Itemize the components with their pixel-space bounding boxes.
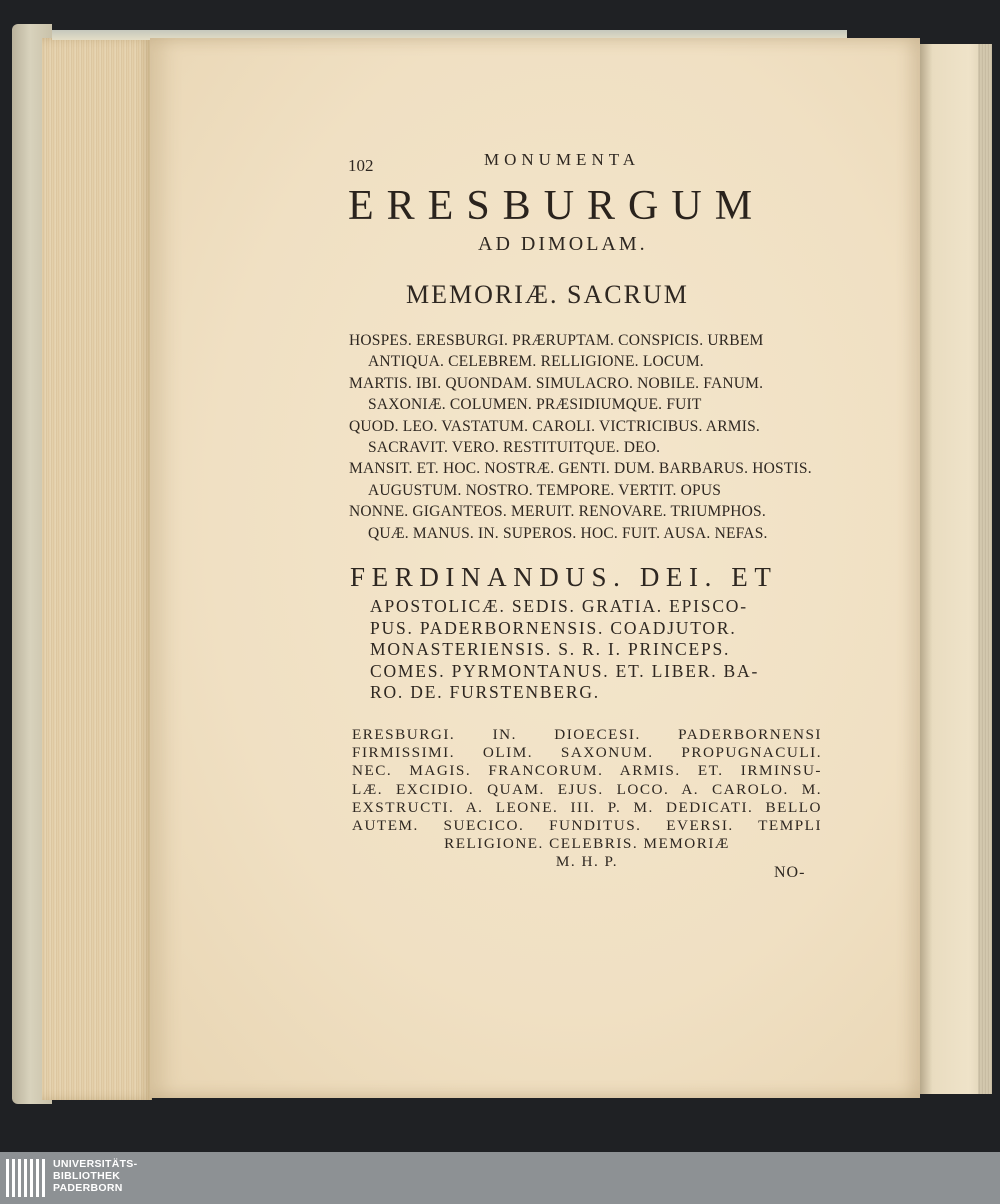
poem-line: ANTIQUA. CELEBREM. RELLIGIONE. LOCUM. [368, 353, 704, 371]
page-title: ERESBURGUM [348, 183, 766, 229]
poem-line: HOSPES. ERESBURGI. PRÆRUPTAM. CONSPICIS. URBEM [349, 332, 764, 349]
library-name-line: BIBLIOTHEK [53, 1170, 121, 1182]
dedication-line: FIRMISSIMI. OLIM. SAXONUM. PROPUGNACULI. [352, 744, 822, 762]
poem-line: SACRAVIT. VERO. RESTITUITQUE. DEO. [368, 439, 661, 457]
dedication-line: AUTEM. SUECICO. FUNDITUS. EVERSI. TEMPLI [352, 817, 822, 835]
dedication-line: NEC. MAGIS. FRANCORUM. ARMIS. ET. IRMINSU- [352, 762, 822, 780]
title-line: APOSTOLICÆ. SEDIS. GRATIA. EPISCO- [370, 596, 748, 616]
library-stripes-logo-icon [4, 1155, 46, 1201]
catchword: NO- [774, 864, 806, 881]
running-head: MONUMENTA [484, 150, 641, 169]
footer-bar [0, 1152, 1000, 1204]
dedication-line: EXSTRUCTI. A. LEONE. III. P. M. DEDICATI. BELLO [352, 798, 822, 816]
title-line: MONASTERIENSIS. S. R. I. PRINCEPS. [370, 639, 731, 660]
poem-line: MARTIS. IBI. QUONDAM. SIMULACRO. NOBILE. FANUM. [349, 374, 764, 392]
poem-line: NONNE. GIGANTEOS. MERUIT. RENOVARE. TRIUMPHOS. [349, 503, 766, 521]
page-subtitle: AD DIMOLAM. [478, 233, 648, 255]
poem-line: QUÆ. MANUS. IN. SUPEROS. HOC. FUIT. AUSA. NEFAS. [368, 524, 768, 542]
dedication-text [352, 726, 822, 872]
inscription-heading: MEMORIÆ. SACRUM [406, 280, 689, 309]
title-line: COMES. PYRMONTANUS. ET. LIBER. BA- [370, 660, 760, 681]
library-name [53, 1158, 137, 1194]
poem-line: SAXONIÆ. COLUMEN. PRÆSIDIUMQUE. FUIT [368, 396, 702, 414]
poem-line: QUOD. LEO. VASTATUM. CAROLI. VICTRICIBUS. ARMIS. [349, 417, 760, 435]
dedication-line: LÆ. EXCIDIO. QUAM. EJUS. LOCO. A. CAROLO. M. [352, 780, 822, 798]
dedication-line: RELIGIONE. CELEBRIS. MEMORIÆ [444, 835, 730, 853]
dedicator-titles [370, 596, 759, 704]
library-name-line: PADERBORN [53, 1182, 123, 1194]
dedicator-name: FERDINANDUS. DEI. ET [350, 562, 778, 592]
page-edges [42, 38, 152, 1100]
facing-page-edges [978, 44, 992, 1094]
page-number: 102 [348, 156, 374, 175]
dedication-line: ERESBURGI. IN. DIOECESI. PADERBORNENSI [352, 726, 822, 743]
title-line: RO. DE. FURSTENBERG. [370, 682, 600, 703]
dedication-line: M. H. P. [555, 853, 619, 871]
title-line: PUS. PADERBORNENSIS. COADJUTOR. [370, 617, 737, 638]
poem-line: AUGUSTUM. NOSTRO. TEMPORE. VERTIT. OPUS [368, 481, 722, 499]
inscription-poem [349, 330, 869, 544]
library-name-line: UNIVERSITÄTS- [53, 1158, 138, 1170]
poem-line: MANSIT. ET. HOC. NOSTRÆ. GENTI. DUM. BARBARUS. HOSTIS. [349, 460, 812, 478]
